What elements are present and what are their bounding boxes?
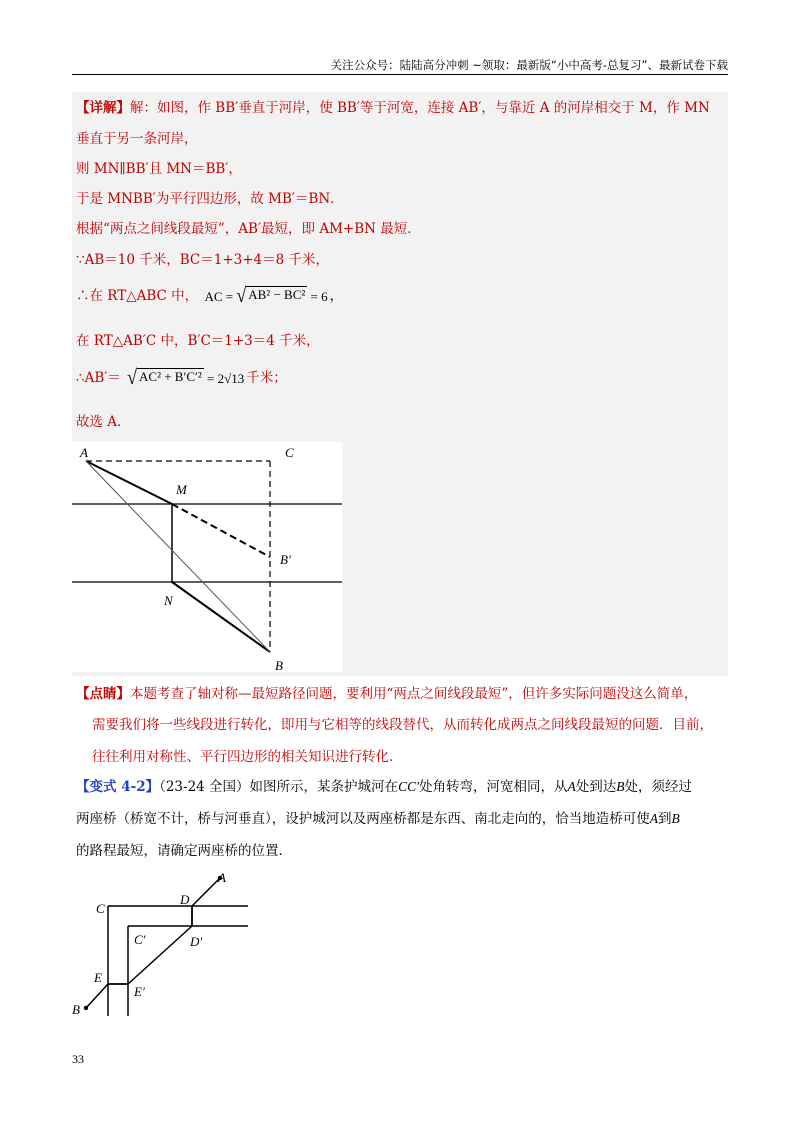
solution-line-7: ∴在 RT△ABC 中， AC = √ AB² − BC² = 6 ， — [76, 283, 343, 310]
page-number: 33 — [72, 1052, 84, 1066]
solution-line-5: 根据“两点之间线段最短”，AB′最短，即 AM+BN 最短． — [76, 221, 421, 237]
ab-prime-formula: √ AC² + B′C′² = 2√13 — [127, 365, 245, 388]
label-n: N — [164, 593, 173, 608]
label-b: B — [275, 658, 283, 672]
sqrt-sign: √ — [127, 365, 138, 388]
comment-line-2: 需要我们将一些线段进行转化，即用与它相等的线段替代，从而转化成两点之间线段最短的问题．目前， — [92, 717, 713, 733]
solution-line-10: 故选 A． — [76, 414, 131, 430]
solution-line-8: 在 RT△AB′C 中，B′C＝1+3＝4 千米， — [76, 333, 320, 349]
label-a: A — [218, 870, 226, 885]
segment-e-to-b — [86, 984, 108, 1008]
figure-moat-bridges — [68, 866, 258, 1022]
solution-line-4: 于是 MNBB′为平行四边形，故 MB′＝BN． — [76, 191, 344, 207]
label-d: D — [180, 892, 190, 907]
comment-line-3: 往往利用对称性、平行四边形的相关知识进行转化． — [92, 749, 403, 765]
point-b — [84, 1006, 88, 1010]
solution-line-6: ∵AB＝10 千米，BC＝1+3+4＝8 千米， — [76, 252, 329, 268]
label-b-prime: B′ — [280, 552, 291, 567]
solution-line-1: 【详解】解：如图，作 BB′垂直于河岸，使 BB′等于河宽，连接 AB′，与靠近 A 的河岸相交于 M，作 MN — [76, 100, 710, 116]
figure-river-bridge-1 — [72, 442, 342, 672]
variant-line-1: 【变式 4-2】（23-24 全国）如图所示，某条护城河在CC′处角转弯，河宽相同，从A处到达B处，须经过 — [76, 779, 693, 795]
label-c: C — [285, 445, 294, 460]
label-b: B — [72, 1002, 80, 1017]
label-e-prime: E′ — [134, 984, 145, 999]
sqrt-sign: √ — [236, 283, 247, 306]
figure-background — [72, 442, 342, 672]
label-c: C — [96, 901, 105, 916]
label-a: A — [80, 445, 88, 460]
solution-line-9: ∴AB′＝ √ AC² + B′C′² = 2√13 千米； — [76, 365, 287, 392]
label-d-prime: D′ — [190, 934, 203, 949]
comment-tag: 【点睛】 — [76, 686, 130, 702]
label-e: E — [94, 970, 102, 985]
solution-tag: 【详解】 — [76, 100, 130, 116]
comment-line-1: 【点睛】本题考查了轴对称—最短路径问题，要利用“两点之间线段最短”，但许多实际问题没这么简单， — [76, 686, 698, 702]
label-m: M — [176, 482, 187, 497]
header-rule — [72, 74, 728, 75]
variant-tag: 【变式 4-2】 — [76, 779, 160, 795]
segment-a-to-d — [192, 878, 220, 906]
solution-line-3: 则 MN∥BB′且 MN＝BB′， — [76, 161, 242, 177]
ac-formula: AC = √ AB² − BC² = 6 — [204, 283, 328, 306]
label-c-prime: C′ — [134, 932, 146, 947]
variant-line-3: 的路程最短，请确定两座桥的位置． — [76, 843, 292, 859]
variant-line-2: 两座桥（桥宽不计，桥与河垂直），设护城河以及两座桥都是东西、南北走向的，恰当地造桥可使A到B — [76, 811, 680, 827]
solution-line-2: 垂直于另一条河岸， — [76, 131, 198, 147]
page-header: 关注公众号：陆陆高分冲刺 ~领取：最新版“小中高考-总复习”、最新试卷下载 — [330, 58, 728, 72]
